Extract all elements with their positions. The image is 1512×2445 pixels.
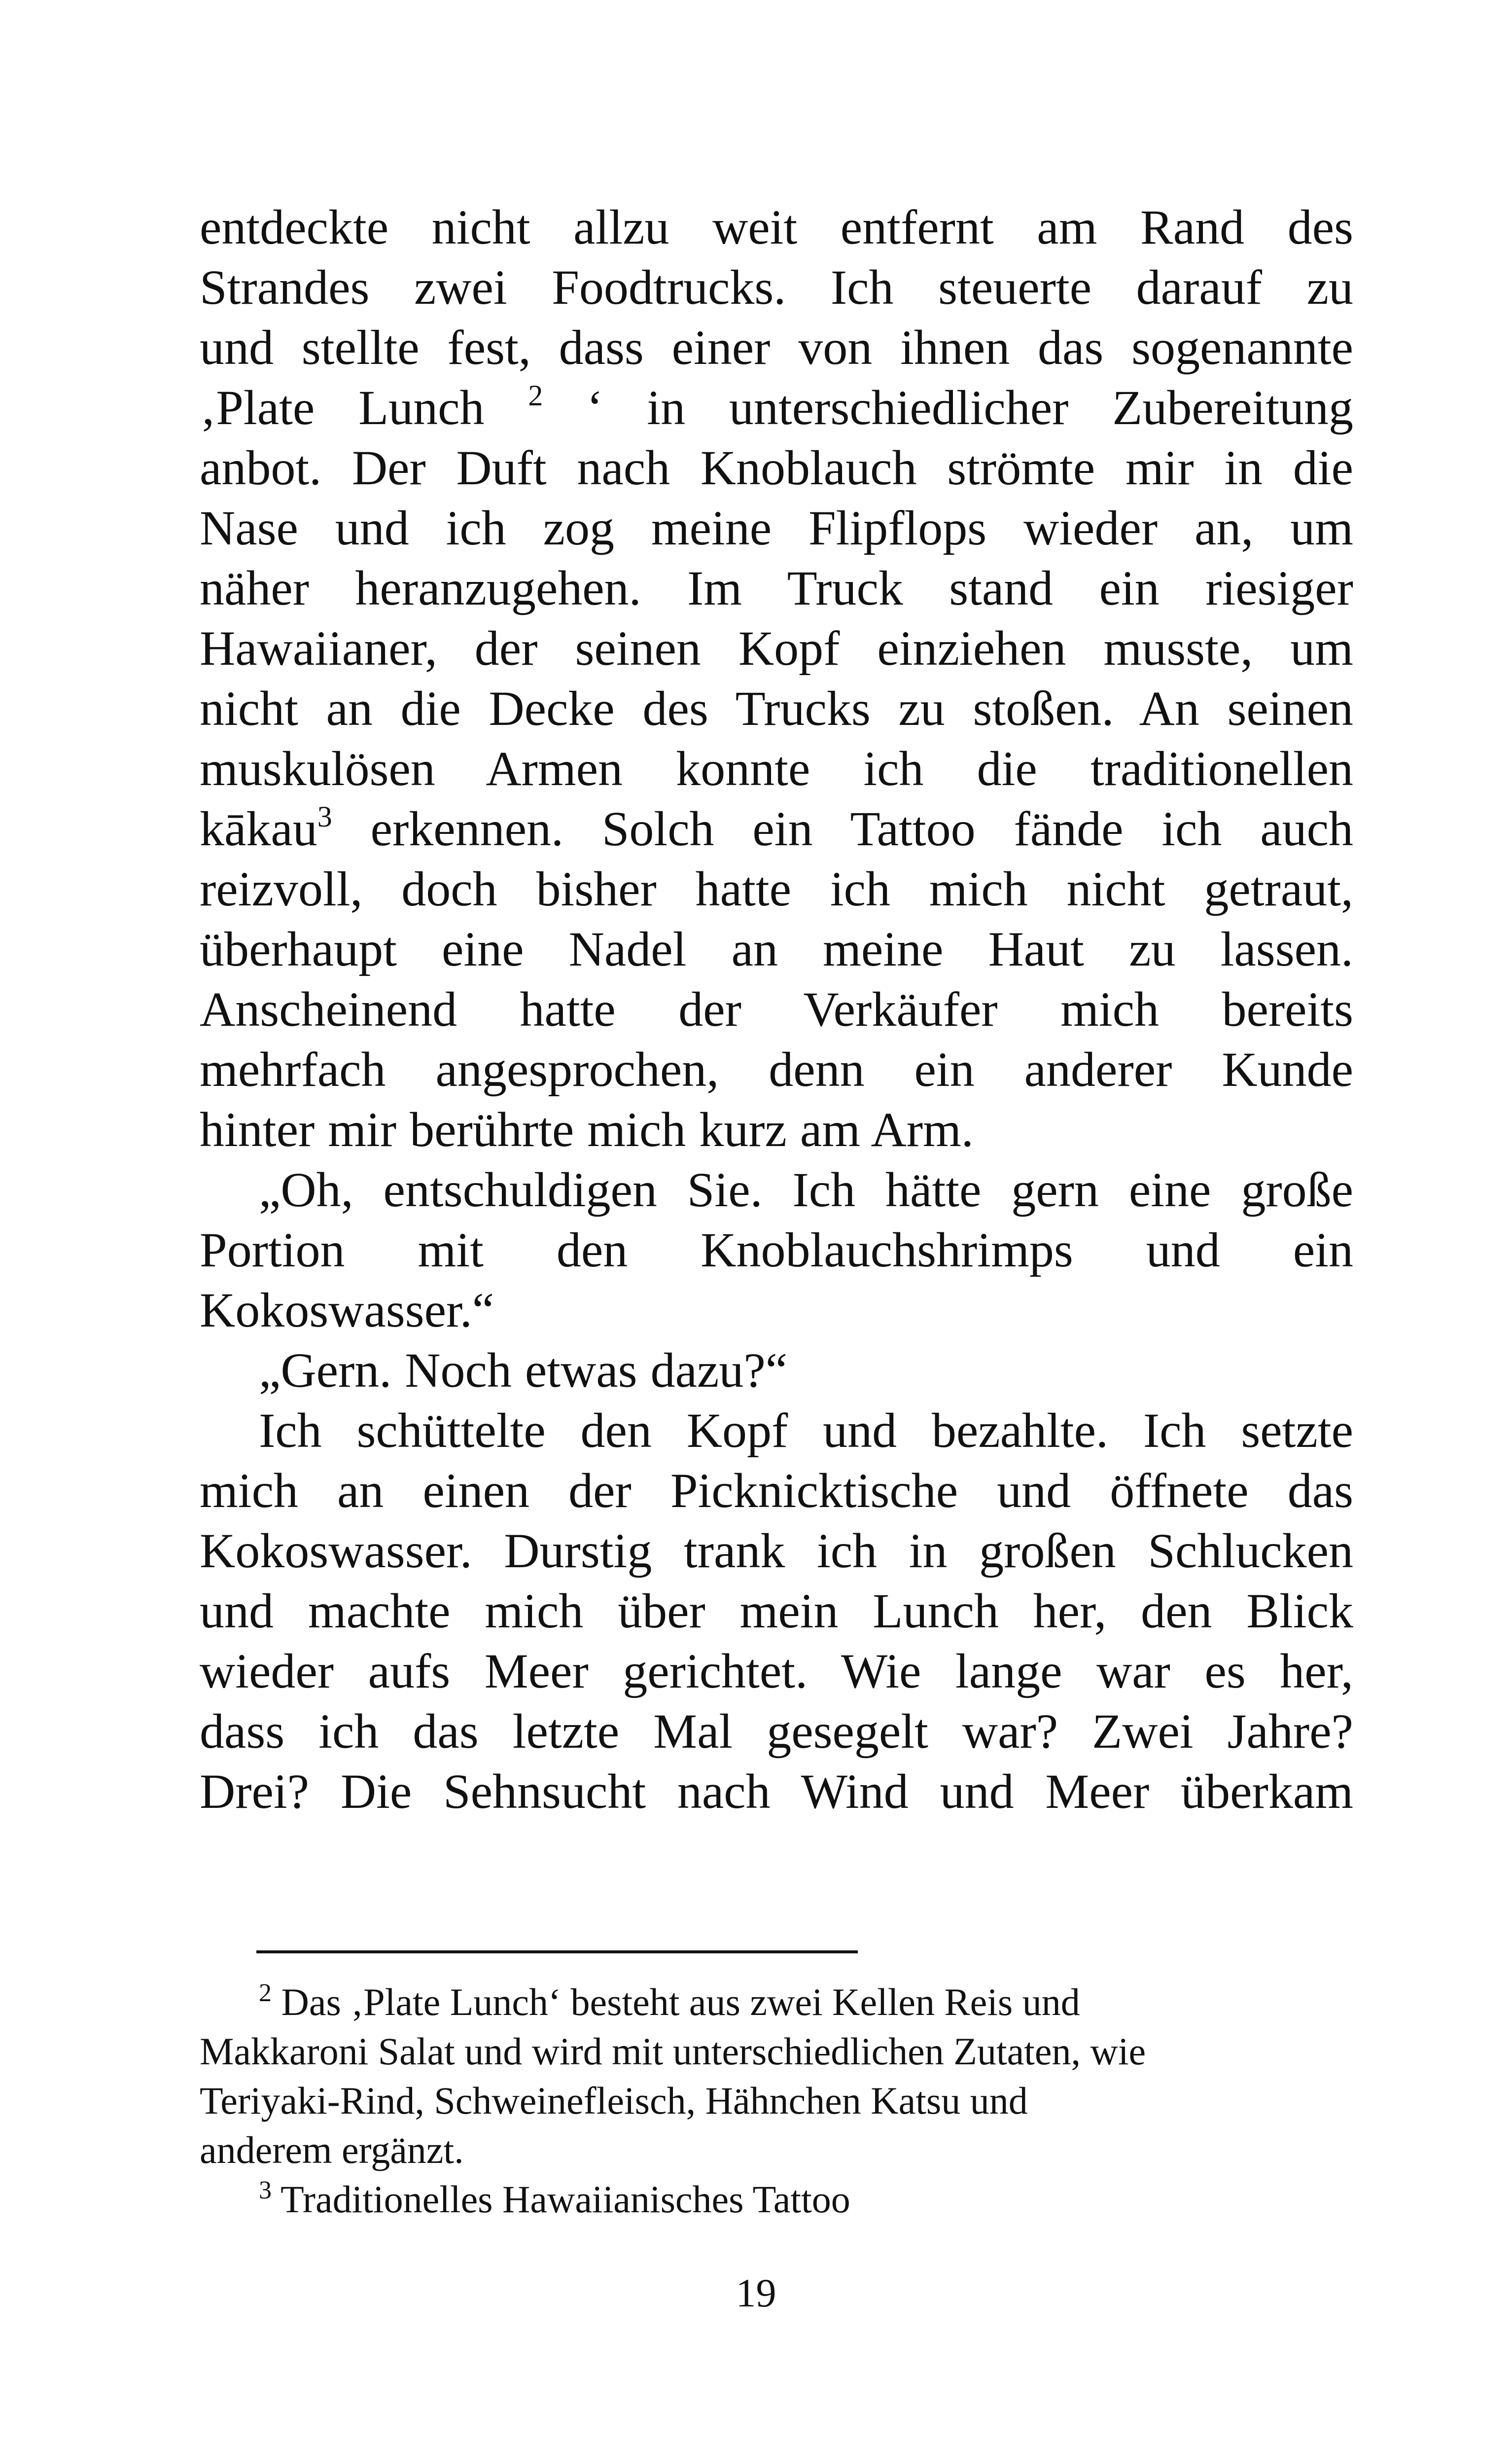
paragraph [200, 1401, 1353, 1822]
text-line: mich an einen der Picknicktische und öffnete das [200, 1463, 1353, 1518]
footnotes [200, 1978, 1353, 2224]
text-line: entdeckte nicht allzu weit entfernt am Rand des [200, 200, 1353, 254]
text-line: Portion mit den Knoblauchshrimps und ein [200, 1222, 1353, 1277]
text-line: „Oh, entschuldigen Sie. Ich hätte gern eine große [259, 1162, 1353, 1217]
footnote-reference: 3 [317, 800, 332, 833]
text-line: Kokoswasser. Durstig trank ich in großen Schlucken [200, 1523, 1353, 1578]
paragraph [200, 1340, 1353, 1401]
footnote-line: Makkaroni Salat und wird mit unterschiedlichen Zutaten, wie [200, 2030, 1146, 2073]
text-line: und stellte fest, dass einer von ihnen das sogenannte [200, 320, 1353, 375]
page-number: 19 [736, 2270, 776, 2315]
footnote-number: 3 [259, 2176, 272, 2204]
text-line: Ich schüttelte den Kopf und bezahlte. Ich setzte [259, 1403, 1353, 1458]
text-line: muskulösen Armen konnte ich die traditionellen [200, 741, 1353, 796]
text-line: Hawaiianer, der seinen Kopf einziehen musste, um [200, 621, 1353, 676]
text-line: ‚Plate Lunch $^2$ ‘ in unterschiedlicher Zubereitung [200, 379, 1353, 435]
footnote [200, 1978, 1353, 2175]
text-line: wieder aufs Meer gerichtet. Wie lange war es her, [200, 1644, 1353, 1698]
footnote-number: 2 [259, 1979, 272, 2007]
footnote-line: $^2$ Das ‚Plate Lunch‘ besteht aus zwei Kellen Reis und [259, 1979, 1080, 2023]
text-line: Nase und ich zog meine Flipflops wieder an, um [200, 501, 1353, 555]
text-line: Kokoswasser.“ [200, 1283, 494, 1337]
text-line: reizvoll, doch bisher hatte ich mich nicht getraut, [200, 862, 1353, 916]
text-line: Strandes zwei Foodtrucks. Ich steuerte darauf zu [200, 260, 1353, 315]
footnote-line: anderem ergänzt. [200, 2128, 464, 2171]
text-line: Drei? Die Sehnsucht nach Wind und Meer überkam [200, 1764, 1353, 1819]
text-line: mehrfach angesprochen, denn ein anderer Kunde [200, 1042, 1353, 1097]
footnote-line: $^3$ Traditionelles Hawaiianisches Tattoo [259, 2176, 850, 2221]
text-line: näher heranzugehen. Im Truck stand ein riesiger [200, 561, 1353, 615]
footnote [200, 2175, 1353, 2224]
text-line: und machte mich über mein Lunch her, den Blick [200, 1583, 1353, 1638]
text-line: nicht an die Decke des Trucks zu stoßen. An seinen [200, 681, 1353, 736]
text-line: dass ich das letzte Mal gesegelt war? Zwei Jahre? [200, 1704, 1353, 1759]
paragraph [200, 1160, 1353, 1340]
footnote-line: Teriyaki-Rind, Schweinefleisch, Hähnchen Katsu und [200, 2079, 1028, 2122]
footnote-separator [256, 1950, 858, 1953]
text-line: Anscheinend hatte der Verkäufer mich bereits [200, 982, 1353, 1037]
text-line: anbot. Der Duft nach Knoblauch strömte mir in die [200, 440, 1353, 495]
text-line: kākau$^3$ erkennen. Solch ein Tattoo fände ich auch [200, 800, 1353, 856]
text-line: hinter mir berührte mich kurz am Arm. [200, 1102, 974, 1157]
text-line: „Gern. Noch etwas dazu?“ [259, 1343, 788, 1398]
paragraph [200, 197, 1353, 1160]
body-text [200, 197, 1353, 1822]
footnote-reference: 2 [528, 379, 543, 412]
text-line: überhaupt eine Nadel an meine Haut zu lassen. [200, 922, 1353, 976]
